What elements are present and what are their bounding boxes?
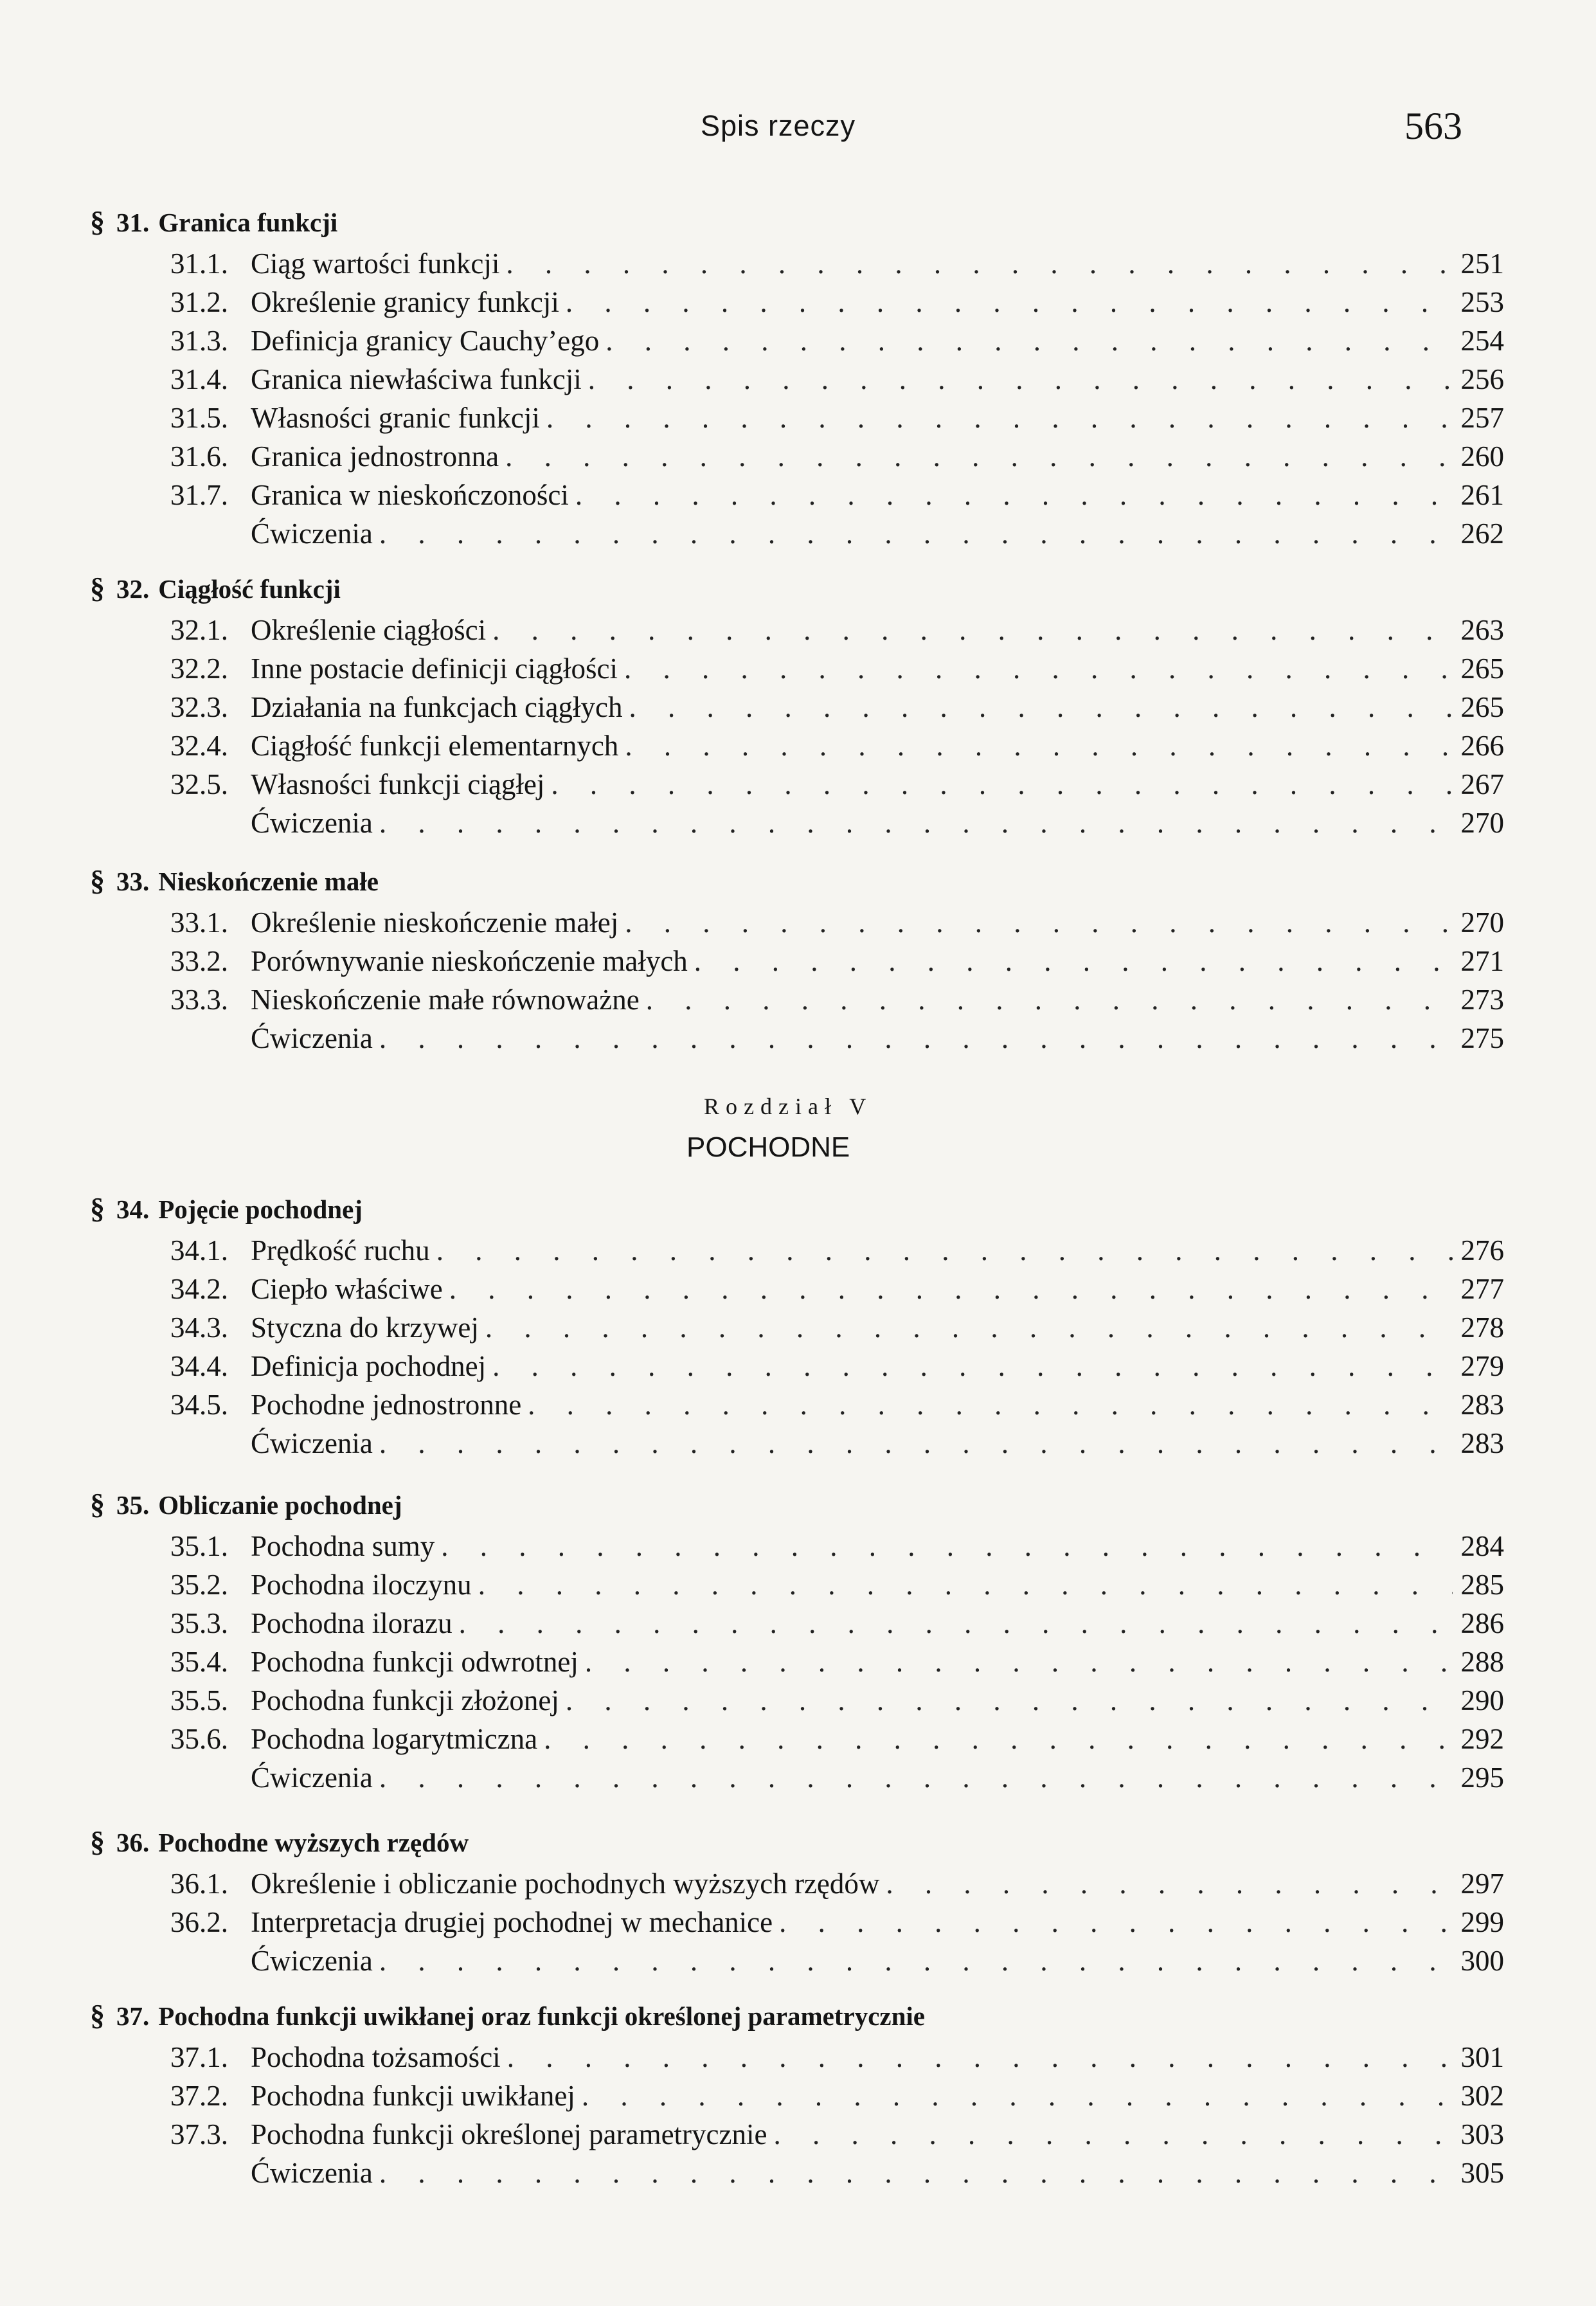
entry-page: 275 <box>1460 1022 1504 1054</box>
toc-entry[interactable] <box>90 2076 1504 2115</box>
dot-leader <box>486 1347 1453 1385</box>
toc-entry[interactable] <box>90 1347 1504 1385</box>
section-sign: § <box>90 205 105 238</box>
toc-entry[interactable] <box>90 476 1504 514</box>
entry-page: 297 <box>1460 1868 1504 1900</box>
dot-leader <box>521 1385 1453 1424</box>
toc-entry[interactable] <box>90 1308 1504 1347</box>
section-sign: § <box>90 1999 105 2031</box>
toc-entry[interactable] <box>90 244 1504 283</box>
toc-section <box>90 566 1504 842</box>
entry-title: Definicja granicy Cauchy’ego <box>251 325 600 357</box>
section-heading <box>90 858 1504 903</box>
dot-leader <box>537 1720 1453 1758</box>
entry-title: Ćwiczenia <box>251 1945 373 1977</box>
entry-number: 33.2. <box>170 945 228 977</box>
entry-number: 34.2. <box>170 1273 228 1305</box>
toc-entry[interactable] <box>90 514 1504 553</box>
entry-number: 31.5. <box>170 402 228 434</box>
section-heading <box>90 566 1504 611</box>
section-heading <box>90 1819 1504 1864</box>
entry-title: Pochodna funkcji odwrotnej <box>251 1646 578 1678</box>
entry-title: Pochodna funkcji określonej parametrycznie <box>251 2118 767 2150</box>
entry-number: 35.1. <box>170 1530 228 1562</box>
entry-title: Działania na funkcjach ciągłych <box>251 691 623 723</box>
toc-entry[interactable] <box>90 804 1504 842</box>
entry-number: 33.3. <box>170 984 228 1016</box>
entry-title: Określenie ciągłości <box>251 614 487 646</box>
entry-number: 32.2. <box>170 653 228 685</box>
dot-leader <box>479 1308 1453 1347</box>
entry-page: 261 <box>1460 479 1504 511</box>
entry-number: 37.2. <box>170 2080 228 2112</box>
entry-title: Pochodna funkcji uwikłanej <box>251 2080 575 2112</box>
entry-number: 34.3. <box>170 1311 228 1344</box>
entry-number: 35.6. <box>170 1723 228 1755</box>
entry-title: Inne postacie definicji ciągłości <box>251 653 618 685</box>
entry-page: 276 <box>1460 1234 1504 1266</box>
entry-page: 270 <box>1460 807 1504 839</box>
toc-entry[interactable] <box>90 2038 1504 2076</box>
toc-entry[interactable] <box>90 1385 1504 1424</box>
dot-leader <box>453 1604 1453 1643</box>
section-title: Pojęcie pochodnej <box>158 1194 363 1224</box>
running-header: Spis rzeczy <box>701 109 856 142</box>
entry-number: 36.1. <box>170 1868 228 1900</box>
section-title: Obliczanie pochodnej <box>158 1490 402 1520</box>
entry-page: 277 <box>1460 1273 1504 1305</box>
section-number: 35. <box>116 1490 150 1520</box>
toc-entry[interactable] <box>90 1424 1504 1463</box>
section-title: Ciągłość funkcji <box>158 574 341 604</box>
entry-number: 36.2. <box>170 1906 228 1938</box>
dot-leader <box>559 283 1453 321</box>
dot-leader <box>599 321 1453 360</box>
toc-entry[interactable] <box>90 649 1504 688</box>
entry-page: 251 <box>1460 248 1504 280</box>
dot-leader <box>435 1527 1453 1565</box>
entry-page: 279 <box>1460 1350 1504 1382</box>
entry-title: Pochodna ilorazu <box>251 1607 453 1639</box>
entry-page: 302 <box>1460 2080 1504 2112</box>
section-sign: § <box>90 572 105 604</box>
entry-title: Definicja pochodnej <box>251 1350 487 1382</box>
entry-title: Porównywanie nieskończenie małych <box>251 945 688 977</box>
toc-entry[interactable] <box>90 1527 1504 1565</box>
entry-page: 290 <box>1460 1684 1504 1716</box>
section-title: Pochodna funkcji uwikłanej oraz funkcji określonej parametrycznie <box>158 2001 925 2031</box>
entry-list <box>90 611 1504 842</box>
entry-page: 265 <box>1460 691 1504 723</box>
section-sign: § <box>90 1488 105 1520</box>
section-title: Nieskończenie małe <box>158 867 379 896</box>
entry-page: 270 <box>1460 906 1504 939</box>
section-sign: § <box>90 864 105 897</box>
chapter-label: Rozdział V <box>704 1094 873 1119</box>
entry-page: 253 <box>1460 286 1504 318</box>
chapter-title: POCHODNE <box>686 1131 850 1163</box>
section-number: 32. <box>116 574 150 604</box>
entry-page: 285 <box>1460 1569 1504 1601</box>
section-sign: § <box>90 1825 105 1858</box>
toc-entry[interactable] <box>90 2154 1504 2192</box>
dot-leader <box>640 980 1453 1019</box>
entry-page: 263 <box>1460 614 1504 646</box>
toc-entry[interactable] <box>90 942 1504 980</box>
entry-page: 303 <box>1460 2118 1504 2150</box>
entry-title: Ćwiczenia <box>251 807 373 839</box>
dot-leader <box>373 1019 1453 1058</box>
entry-page: 278 <box>1460 1311 1504 1344</box>
dot-leader <box>501 2038 1453 2076</box>
entry-number: 32.4. <box>170 730 228 762</box>
entry-title: Pochodna funkcji złożonej <box>251 1684 559 1716</box>
toc-entry[interactable] <box>90 321 1504 360</box>
dot-leader <box>373 804 1453 842</box>
dot-leader <box>688 942 1453 980</box>
dot-leader <box>373 514 1453 553</box>
toc-entry[interactable] <box>90 765 1504 804</box>
section-number: 34. <box>116 1194 150 1224</box>
dot-leader <box>373 1941 1453 1980</box>
dot-leader <box>569 476 1453 514</box>
toc-entry[interactable] <box>90 1270 1504 1308</box>
toc-entry[interactable] <box>90 611 1504 649</box>
entry-number: 34.4. <box>170 1350 228 1382</box>
toc-section <box>90 858 1504 1058</box>
toc-entry[interactable] <box>90 1864 1504 1903</box>
dot-leader <box>544 765 1453 804</box>
toc-entry[interactable] <box>90 1720 1504 1758</box>
dot-leader <box>618 649 1453 688</box>
section-heading <box>90 199 1504 244</box>
dot-leader <box>582 360 1453 399</box>
entry-page: 256 <box>1460 363 1504 395</box>
entry-page: 262 <box>1460 518 1504 550</box>
dot-leader <box>486 611 1453 649</box>
entry-list <box>90 903 1504 1058</box>
toc-section <box>90 1993 1504 2192</box>
dot-leader <box>767 2115 1453 2154</box>
section-heading <box>90 1482 1504 1527</box>
entry-number: 35.4. <box>170 1646 228 1678</box>
entry-number: 31.1. <box>170 248 228 280</box>
section-number: 36. <box>116 1828 150 1857</box>
section-heading <box>90 1993 1504 2038</box>
page-number: 563 <box>1404 105 1462 147</box>
entry-title: Nieskończenie małe równoważne <box>251 984 640 1016</box>
entry-title: Granica w nieskończoności <box>251 479 569 511</box>
entry-number: 31.2. <box>170 286 228 318</box>
entry-number: 31.4. <box>170 363 228 395</box>
entry-page: 305 <box>1460 2157 1504 2189</box>
entry-number: 35.2. <box>170 1569 228 1601</box>
entry-title: Ćwiczenia <box>251 1427 373 1459</box>
toc-entry[interactable] <box>90 1681 1504 1720</box>
entry-number: 31.6. <box>170 440 228 473</box>
dot-leader <box>879 1864 1453 1903</box>
entry-title: Ćwiczenia <box>251 518 373 550</box>
entry-number: 35.5. <box>170 1684 228 1716</box>
entry-page: 273 <box>1460 984 1504 1016</box>
dot-leader <box>540 399 1453 437</box>
section-sign: § <box>90 1192 105 1225</box>
dot-leader <box>373 2154 1453 2192</box>
toc-entry[interactable] <box>90 1565 1504 1604</box>
entry-list <box>90 244 1504 553</box>
toc-entry[interactable] <box>90 1231 1504 1270</box>
toc-entry[interactable] <box>90 1903 1504 1941</box>
entry-list <box>90 1864 1504 1980</box>
entry-number: 31.3. <box>170 325 228 357</box>
entry-title: Ciągłość funkcji elementarnych <box>251 730 619 762</box>
toc-entry[interactable] <box>90 1643 1504 1681</box>
entry-title: Styczna do krzywej <box>251 1311 479 1344</box>
entry-title: Ćwiczenia <box>251 1022 373 1054</box>
section-title: Pochodne wyższych rzędów <box>158 1828 469 1857</box>
section-number: 31. <box>116 208 150 237</box>
entry-page: 300 <box>1460 1945 1504 1977</box>
dot-leader <box>373 1758 1453 1797</box>
toc-entry[interactable] <box>90 360 1504 399</box>
entry-title: Własności granic funkcji <box>251 402 540 434</box>
dot-leader <box>430 1231 1453 1270</box>
entry-list <box>90 1231 1504 1463</box>
dot-leader <box>578 1643 1453 1681</box>
entry-page: 283 <box>1460 1389 1504 1421</box>
dot-leader <box>499 244 1453 283</box>
toc-entry[interactable] <box>90 1019 1504 1058</box>
entry-number: 32.5. <box>170 768 228 800</box>
entry-number: 35.3. <box>170 1607 228 1639</box>
entry-title: Ćwiczenia <box>251 1761 373 1794</box>
entry-page: 301 <box>1460 2041 1504 2073</box>
entry-title: Określenie nieskończenie małej <box>251 906 619 939</box>
entry-page: 266 <box>1460 730 1504 762</box>
entry-page: 267 <box>1460 768 1504 800</box>
dot-leader <box>575 2076 1453 2115</box>
dot-leader <box>443 1270 1453 1308</box>
entry-number: 34.1. <box>170 1234 228 1266</box>
entry-list <box>90 1527 1504 1797</box>
entry-page: 299 <box>1460 1906 1504 1938</box>
toc-entry[interactable] <box>90 980 1504 1019</box>
entry-number: 34.5. <box>170 1389 228 1421</box>
entry-title: Ćwiczenia <box>251 2157 373 2189</box>
entry-title: Pochodna iloczynu <box>251 1569 472 1601</box>
dot-leader <box>622 688 1453 726</box>
entry-page: 283 <box>1460 1427 1504 1459</box>
dot-leader <box>559 1681 1453 1720</box>
toc-entry[interactable] <box>90 1758 1504 1797</box>
dot-leader <box>618 726 1453 765</box>
dot-leader <box>373 1424 1453 1463</box>
entry-title: Ciepło właściwe <box>251 1273 443 1305</box>
entry-page: 284 <box>1460 1530 1504 1562</box>
entry-title: Pochodna tożsamości <box>251 2041 501 2073</box>
entry-page: 295 <box>1460 1761 1504 1794</box>
entry-number: 32.1. <box>170 614 228 646</box>
entry-page: 271 <box>1460 945 1504 977</box>
entry-page: 257 <box>1460 402 1504 434</box>
entry-title: Granica niewłaściwa funkcji <box>251 363 582 395</box>
entry-page: 260 <box>1460 440 1504 473</box>
toc-entry[interactable] <box>90 903 1504 942</box>
section-number: 37. <box>116 2001 150 2031</box>
entry-page: 292 <box>1460 1723 1504 1755</box>
toc-section <box>90 199 1504 553</box>
toc-entry[interactable] <box>90 437 1504 476</box>
entry-title: Pochodna logarytmiczna <box>251 1723 538 1755</box>
toc-entry[interactable] <box>90 2115 1504 2154</box>
toc-entry[interactable] <box>90 283 1504 321</box>
toc-entry[interactable] <box>90 1604 1504 1643</box>
entry-page: 288 <box>1460 1646 1504 1678</box>
toc-entry[interactable] <box>90 726 1504 765</box>
section-title: Granica funkcji <box>158 208 338 237</box>
entry-title: Pochodna sumy <box>251 1530 435 1562</box>
toc-entry[interactable] <box>90 688 1504 726</box>
entry-number: 32.3. <box>170 691 228 723</box>
entry-number: 37.3. <box>170 2118 228 2150</box>
entry-title: Określenie granicy funkcji <box>251 286 559 318</box>
entry-page: 254 <box>1460 325 1504 357</box>
entry-title: Interpretacja drugiej pochodnej w mechanice <box>251 1906 773 1938</box>
toc-entry[interactable] <box>90 1941 1504 1980</box>
entry-number: 37.1. <box>170 2041 228 2073</box>
dot-leader <box>499 437 1453 476</box>
entry-page: 286 <box>1460 1607 1504 1639</box>
section-heading <box>90 1186 1504 1231</box>
toc-section <box>90 1482 1504 1797</box>
entry-title: Własności funkcji ciągłej <box>251 768 545 800</box>
dot-leader <box>773 1903 1453 1941</box>
dot-leader <box>618 903 1453 942</box>
entry-title: Ciąg wartości funkcji <box>251 248 500 280</box>
toc-section <box>90 1819 1504 1980</box>
entry-number: 33.1. <box>170 906 228 939</box>
section-number: 33. <box>116 867 150 896</box>
toc-section <box>90 1186 1504 1463</box>
entry-page: 265 <box>1460 653 1504 685</box>
dot-leader <box>472 1565 1453 1604</box>
entry-title: Prędkość ruchu <box>251 1234 430 1266</box>
entry-title: Określenie i obliczanie pochodnych wyższych rzędów <box>251 1868 880 1900</box>
entry-title: Pochodne jednostronne <box>251 1389 522 1421</box>
entry-list <box>90 2038 1504 2192</box>
entry-number: 31.7. <box>170 479 228 511</box>
entry-title: Granica jednostronna <box>251 440 499 473</box>
toc-entry[interactable] <box>90 399 1504 437</box>
